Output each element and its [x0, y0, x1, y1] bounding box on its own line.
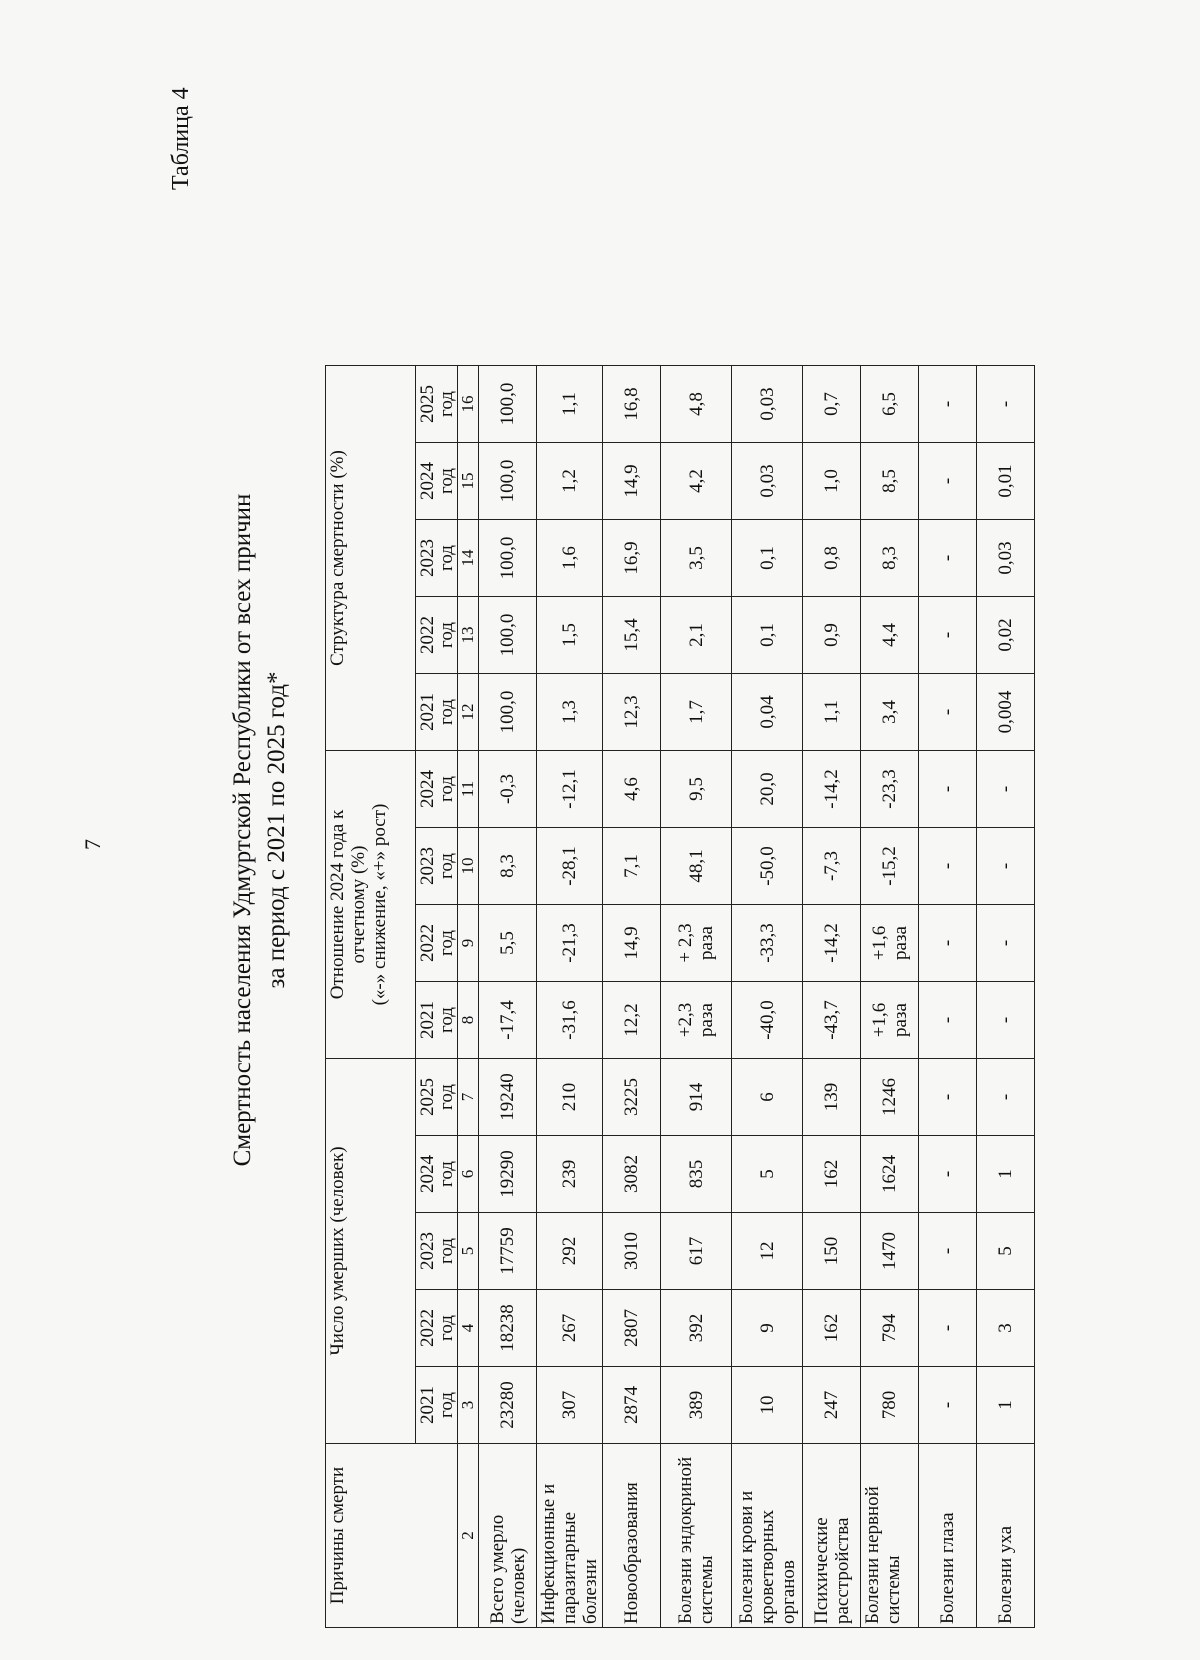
deaths-cell: 780: [861, 1367, 919, 1444]
header-group-ratio-line-3: («-» снижение, «+» рост): [369, 803, 390, 1006]
header-column-number: 5: [458, 1213, 479, 1290]
deaths-cell: 1624: [861, 1136, 919, 1213]
deaths-cell: 239: [537, 1136, 603, 1213]
cause-cell: Болезни глаза: [919, 1444, 977, 1628]
deaths-cell: 19240: [479, 1059, 537, 1136]
ratio-cell: -15,2: [861, 828, 919, 905]
structure-cell: 0,03: [977, 520, 1035, 597]
structure-cell: 4,2: [661, 443, 732, 520]
header-year-structure-2024: [416, 443, 458, 520]
ratio-cell: +2,3 раза: [661, 982, 732, 1059]
ratio-cell: -: [919, 828, 977, 905]
header-year-unit: год: [435, 1315, 457, 1341]
structure-cell: 0,004: [977, 674, 1035, 751]
ratio-cell: -43,7: [803, 982, 861, 1059]
table-body: [326, 366, 1035, 1628]
cause-cell: Новообразования: [603, 1444, 661, 1628]
structure-cell: 100,0: [479, 674, 537, 751]
header-year-unit: год: [435, 1161, 457, 1187]
header-year-unit: год: [435, 1238, 457, 1264]
ratio-cell: 14,9: [603, 905, 661, 982]
deaths-cell: 247: [803, 1367, 861, 1444]
ratio-cell: -: [919, 982, 977, 1059]
header-year-unit: год: [435, 1392, 457, 1418]
structure-cell: 0,7: [803, 366, 861, 443]
table-row: [861, 366, 919, 1628]
structure-cell: 0,03: [732, 443, 803, 520]
ratio-cell: +1,6 раза: [861, 982, 919, 1059]
structure-cell: 0,9: [803, 597, 861, 674]
structure-cell: 3,4: [861, 674, 919, 751]
structure-cell: 0,01: [977, 443, 1035, 520]
deaths-cell: 1246: [861, 1059, 919, 1136]
structure-cell: -: [919, 597, 977, 674]
structure-cell: 15,4: [603, 597, 661, 674]
structure-cell: 1,2: [537, 443, 603, 520]
ratio-cell: -: [919, 751, 977, 828]
deaths-cell: 3010: [603, 1213, 661, 1290]
header-column-number: 2: [458, 1444, 479, 1628]
ratio-cell: -14,2: [803, 751, 861, 828]
deaths-cell: 2807: [603, 1290, 661, 1367]
table-row: [479, 366, 537, 1628]
structure-cell: 1,1: [803, 674, 861, 751]
ratio-cell: -: [977, 905, 1035, 982]
header-year-structure-2023: [416, 520, 458, 597]
ratio-cell: -28,1: [537, 828, 603, 905]
table-row: [732, 366, 803, 1628]
header-year-ratio-2024: [416, 751, 458, 828]
deaths-cell: 162: [803, 1290, 861, 1367]
header-year-value: 2021: [416, 1001, 438, 1039]
structure-cell: 6,5: [861, 366, 919, 443]
header-year-ratio-2023: [416, 828, 458, 905]
header-year-structure-2021: [416, 674, 458, 751]
deaths-cell: 6: [732, 1059, 803, 1136]
deaths-cell: 12: [732, 1213, 803, 1290]
structure-cell: -: [919, 520, 977, 597]
cause-cell: Болезни уха: [977, 1444, 1035, 1628]
structure-cell: 100,0: [479, 520, 537, 597]
structure-cell: 100,0: [479, 366, 537, 443]
header-year-value: 2025: [416, 1078, 438, 1116]
table-row: [537, 366, 603, 1628]
deaths-cell: 5: [732, 1136, 803, 1213]
ratio-cell: 12,2: [603, 982, 661, 1059]
header-cause: Причины смерти: [326, 1444, 458, 1628]
table-row: [803, 366, 861, 1628]
deaths-cell: 3225: [603, 1059, 661, 1136]
header-year-deaths-2021: [416, 1367, 458, 1444]
ratio-cell: -31,6: [537, 982, 603, 1059]
header-year-deaths-2022: [416, 1290, 458, 1367]
structure-cell: 100,0: [479, 443, 537, 520]
ratio-cell: -33,3: [732, 905, 803, 982]
structure-cell: 3,5: [661, 520, 732, 597]
header-column-number: 3: [458, 1367, 479, 1444]
header-year-value: 2022: [416, 1309, 438, 1347]
structure-cell: 0,03: [732, 366, 803, 443]
ratio-cell: + 2,3 раза: [661, 905, 732, 982]
header-column-number: 9: [458, 905, 479, 982]
header-column-number: 6: [458, 1136, 479, 1213]
header-group-ratio: [326, 751, 416, 1059]
header-year-value: 2021: [416, 1386, 438, 1424]
ratio-cell: -12,1: [537, 751, 603, 828]
structure-cell: 1,1: [537, 366, 603, 443]
deaths-cell: 1470: [861, 1213, 919, 1290]
ratio-cell: -21,3: [537, 905, 603, 982]
header-year-value: 2022: [416, 924, 438, 962]
document-title: [226, 480, 294, 1180]
ratio-cell: 20,0: [732, 751, 803, 828]
deaths-cell: 210: [537, 1059, 603, 1136]
header-column-number: 14: [458, 520, 479, 597]
deaths-cell: 19290: [479, 1136, 537, 1213]
table-row: [661, 366, 732, 1628]
title-line-2: за период с 2021 по 2025 год*: [263, 671, 290, 989]
cause-cell: Болезни крови и кроветворных органов: [732, 1444, 803, 1628]
header-column-number: 12: [458, 674, 479, 751]
header-year-deaths-2025: [416, 1059, 458, 1136]
deaths-cell: 3082: [603, 1136, 661, 1213]
ratio-cell: +1,6 раза: [861, 905, 919, 982]
header-group-ratio-line-2: отчетному (%): [348, 845, 369, 964]
title-line-1: Смертность населения Удмуртской Республики от всех причин: [229, 493, 256, 1167]
deaths-cell: -: [919, 1136, 977, 1213]
ratio-cell: 4,6: [603, 751, 661, 828]
structure-cell: 1,5: [537, 597, 603, 674]
header-year-value: 2025: [416, 385, 438, 423]
deaths-cell: 3: [977, 1290, 1035, 1367]
cause-cell: Болезни нервной системы: [861, 1444, 919, 1628]
deaths-cell: 162: [803, 1136, 861, 1213]
structure-cell: 0,1: [732, 597, 803, 674]
header-group-structure: Структура смертности (%): [326, 366, 416, 751]
structure-cell: 100,0: [479, 597, 537, 674]
cause-cell: Психические расстройства: [803, 1444, 861, 1628]
structure-cell: 8,3: [861, 520, 919, 597]
deaths-cell: 10: [732, 1367, 803, 1444]
structure-cell: 0,1: [732, 520, 803, 597]
deaths-cell: 617: [661, 1213, 732, 1290]
cause-cell: Инфекционные и паразитарные болезни: [537, 1444, 603, 1628]
structure-cell: 0,8: [803, 520, 861, 597]
header-year-structure-2025: [416, 366, 458, 443]
structure-cell: 4,8: [661, 366, 732, 443]
header-year-ratio-2022: [416, 905, 458, 982]
header-year-value: 2021: [416, 693, 438, 731]
structure-cell: 12,3: [603, 674, 661, 751]
deaths-cell: 18238: [479, 1290, 537, 1367]
table-row: [603, 366, 661, 1628]
header-year-unit: год: [435, 1007, 457, 1033]
deaths-cell: 1: [977, 1136, 1035, 1213]
header-group-ratio-line-1: Отношение 2024 года к: [327, 809, 348, 1000]
header-group-deaths: Число умерших (человек): [326, 1059, 416, 1444]
deaths-cell: 9: [732, 1290, 803, 1367]
deaths-cell: -: [919, 1367, 977, 1444]
structure-cell: 16,8: [603, 366, 661, 443]
header-year-value: 2024: [416, 770, 438, 808]
ratio-cell: -14,2: [803, 905, 861, 982]
deaths-cell: 389: [661, 1367, 732, 1444]
structure-cell: 0,02: [977, 597, 1035, 674]
header-row-column-numbers: [458, 366, 479, 1628]
deaths-cell: 17759: [479, 1213, 537, 1290]
header-year-unit: год: [435, 545, 457, 571]
ratio-cell: -7,3: [803, 828, 861, 905]
header-row-years: [416, 366, 458, 1628]
deaths-cell: -: [919, 1213, 977, 1290]
deaths-cell: 292: [537, 1213, 603, 1290]
header-year-structure-2022: [416, 597, 458, 674]
header-year-unit: год: [435, 853, 457, 879]
deaths-cell: 2874: [603, 1367, 661, 1444]
structure-cell: -: [919, 443, 977, 520]
ratio-cell: -23,3: [861, 751, 919, 828]
page-number: 7: [80, 839, 105, 850]
deaths-cell: 150: [803, 1213, 861, 1290]
header-year-unit: год: [435, 468, 457, 494]
structure-cell: -: [977, 366, 1035, 443]
structure-cell: 16,9: [603, 520, 661, 597]
header-year-deaths-2023: [416, 1213, 458, 1290]
deaths-cell: 5: [977, 1213, 1035, 1290]
header-year-value: 2023: [416, 847, 438, 885]
ratio-cell: 7,1: [603, 828, 661, 905]
mortality-table: [325, 365, 1035, 1628]
structure-cell: 2,1: [661, 597, 732, 674]
deaths-cell: 23280: [479, 1367, 537, 1444]
header-column-number: 8: [458, 982, 479, 1059]
ratio-cell: -50,0: [732, 828, 803, 905]
header-column-number: 15: [458, 443, 479, 520]
header-column-number: 16: [458, 366, 479, 443]
table-row: [919, 366, 977, 1628]
deaths-cell: 267: [537, 1290, 603, 1367]
structure-cell: -: [919, 366, 977, 443]
header-year-value: 2023: [416, 1232, 438, 1270]
header-year-unit: год: [435, 391, 457, 417]
ratio-cell: -: [977, 982, 1035, 1059]
ratio-cell: 48,1: [661, 828, 732, 905]
header-column-number: 10: [458, 828, 479, 905]
deaths-cell: 307: [537, 1367, 603, 1444]
ratio-cell: 5,5: [479, 905, 537, 982]
ratio-cell: -0,3: [479, 751, 537, 828]
ratio-cell: -17,4: [479, 982, 537, 1059]
header-year-unit: год: [435, 776, 457, 802]
header-column-number: 7: [458, 1059, 479, 1136]
header-year-value: 2022: [416, 616, 438, 654]
table-label: Таблица 4: [168, 87, 194, 190]
header-column-number: 11: [458, 751, 479, 828]
structure-cell: 4,4: [861, 597, 919, 674]
ratio-cell: -: [977, 751, 1035, 828]
header-year-value: 2023: [416, 539, 438, 577]
deaths-cell: 914: [661, 1059, 732, 1136]
structure-cell: 14,9: [603, 443, 661, 520]
header-year-unit: год: [435, 622, 457, 648]
structure-cell: 1,0: [803, 443, 861, 520]
header-year-value: 2024: [416, 462, 438, 500]
deaths-cell: -: [977, 1059, 1035, 1136]
deaths-cell: -: [919, 1290, 977, 1367]
header-year-unit: год: [435, 930, 457, 956]
deaths-cell: 392: [661, 1290, 732, 1367]
header-year-value: 2024: [416, 1155, 438, 1193]
header-year-unit: год: [435, 1084, 457, 1110]
ratio-cell: -: [919, 905, 977, 982]
header-column-number: 4: [458, 1290, 479, 1367]
header-year-ratio-2021: [416, 982, 458, 1059]
structure-cell: -: [919, 674, 977, 751]
deaths-cell: 835: [661, 1136, 732, 1213]
header-year-deaths-2024: [416, 1136, 458, 1213]
ratio-cell: -: [977, 828, 1035, 905]
header-year-unit: год: [435, 699, 457, 725]
structure-cell: 1,3: [537, 674, 603, 751]
cause-cell: Всего умерло (человек): [479, 1444, 537, 1628]
structure-cell: 1,6: [537, 520, 603, 597]
deaths-cell: -: [919, 1059, 977, 1136]
ratio-cell: -40,0: [732, 982, 803, 1059]
ratio-cell: 8,3: [479, 828, 537, 905]
deaths-cell: 139: [803, 1059, 861, 1136]
structure-cell: 8,5: [861, 443, 919, 520]
table-row: [977, 366, 1035, 1628]
deaths-cell: 1: [977, 1367, 1035, 1444]
cause-cell: Болезни эндокриной системы: [661, 1444, 732, 1628]
header-column-number: 13: [458, 597, 479, 674]
deaths-cell: 794: [861, 1290, 919, 1367]
ratio-cell: 9,5: [661, 751, 732, 828]
structure-cell: 0,04: [732, 674, 803, 751]
structure-cell: 1,7: [661, 674, 732, 751]
header-row-groups: [326, 366, 416, 1628]
